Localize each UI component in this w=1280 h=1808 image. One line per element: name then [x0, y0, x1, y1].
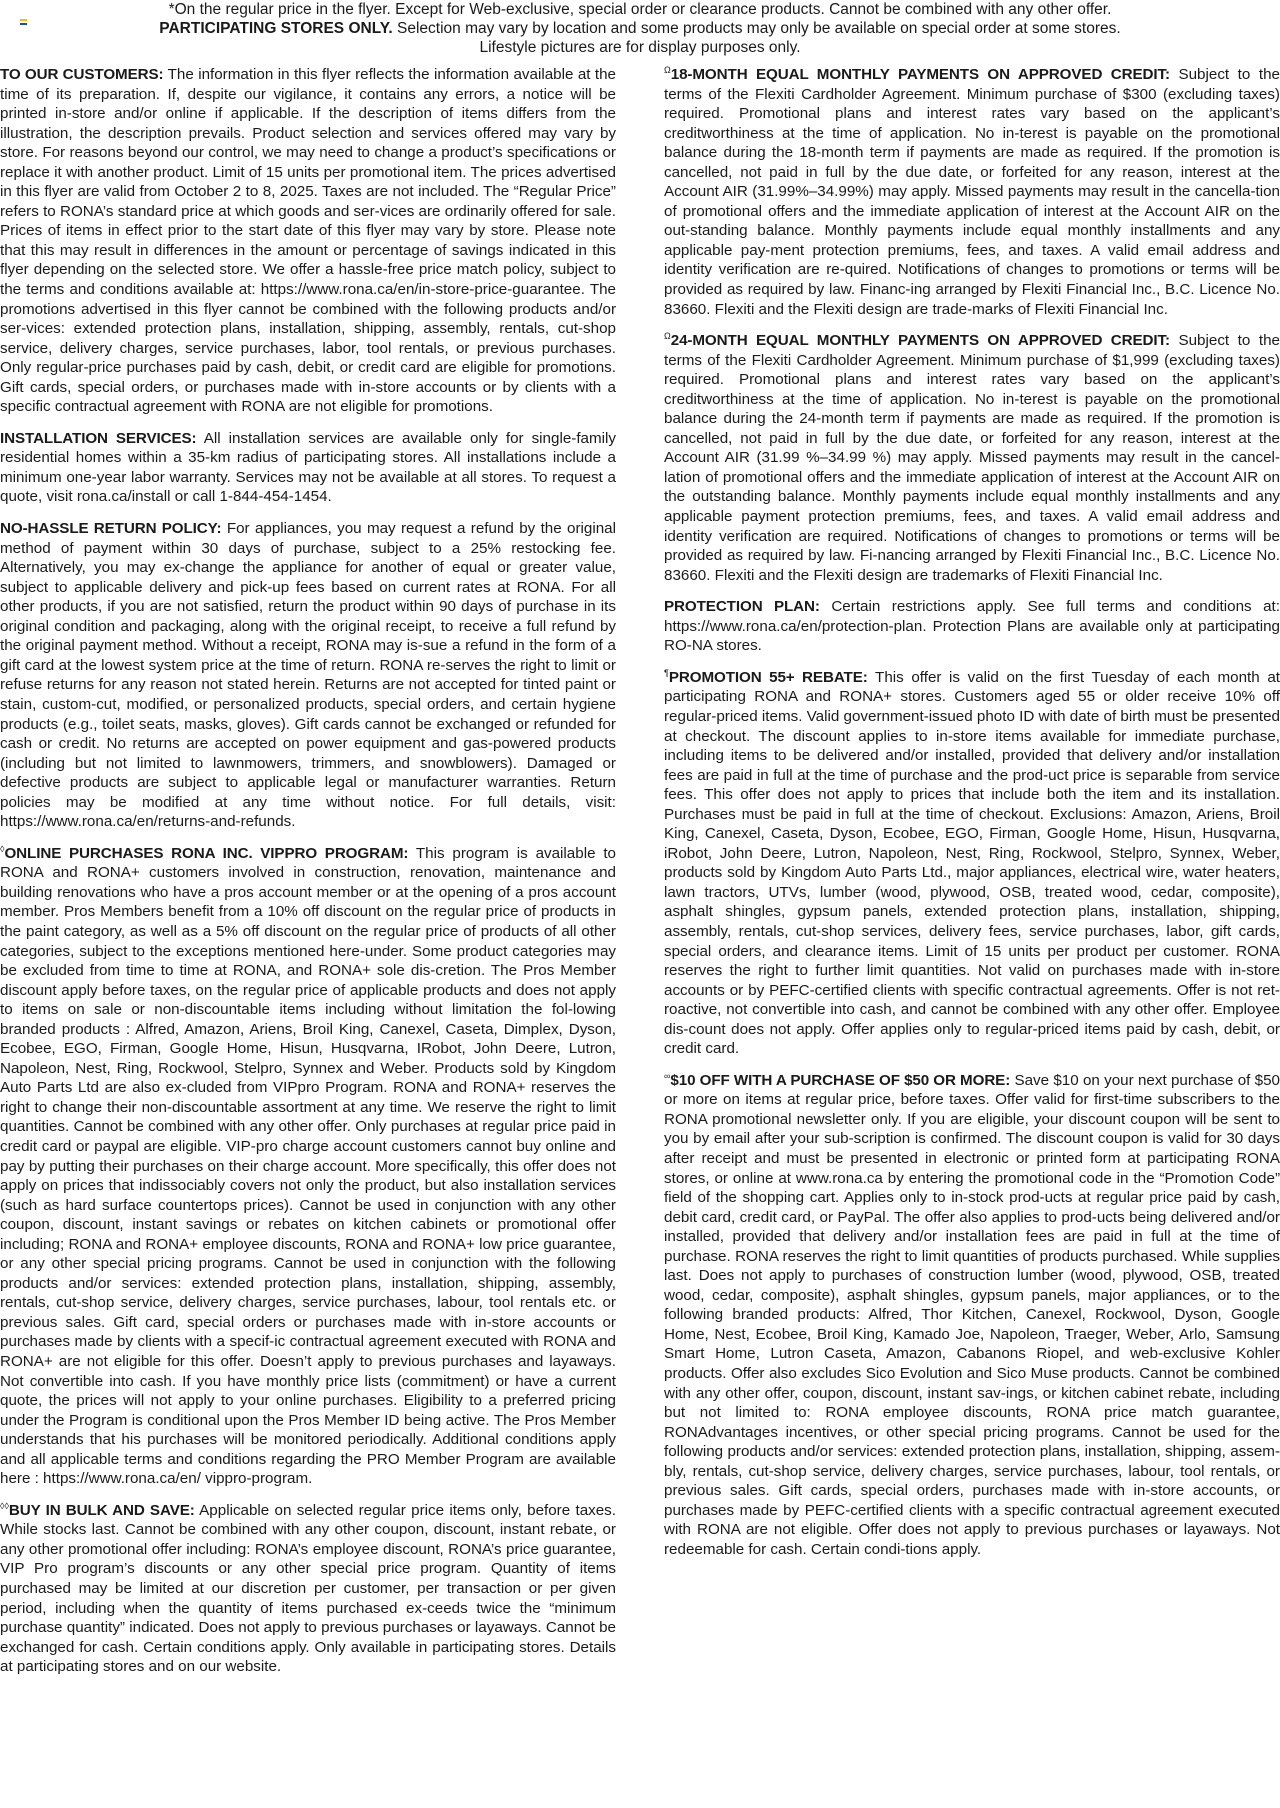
- section-body: Certain restrictions apply. See full terms and conditions at: https://www.rona.ca/en/protection-plan. Protection Plans are available only at participating RO-NA stores.: [664, 598, 1280, 655]
- footnote-mark: ∞: [664, 1070, 671, 1081]
- section-body: All installation services are available only for single-family residential homes within a 35-km radius of participating stores. All installations include a minimum one-year labor warranty. Services may not be available at all stores. To request a quote, visit rona.ca/install or call 1-844-454-1454.: [0, 429, 616, 506]
- section-installation-services: [0, 429, 616, 507]
- section-protection-plan: [664, 597, 1280, 656]
- flag-icon: [20, 19, 27, 25]
- section-title: INSTALLATION SERVICES:: [0, 429, 197, 447]
- participating-stores-label: PARTICIPATING STORES ONLY.: [159, 20, 393, 37]
- footnote-mark: Ω: [664, 331, 671, 342]
- footnote-mark: ◊: [0, 843, 5, 854]
- section-title: 18-MONTH EQUAL MONTHLY PAYMENTS ON APPROVED CREDIT:: [670, 66, 1170, 83]
- section-24-month-credit: [664, 331, 1280, 585]
- section-to-our-customers: [0, 65, 616, 417]
- section-title: NO-HASSLE RETURN POLICY:: [0, 520, 222, 538]
- section-body: This program is available to RONA and RONA+ customers involved in construction, renovation, maintenance and building renovations who have a pros account member or at the opening of a pros account member. Pros Members benefit from a 10% off discount on the regular price of products in the paint category, as well as a 5% off discount on the regular price of products of all other categories, subject to the exceptions mentioned here-under. Some product categories may be excluded from time to time at RONA, and RONA+ sole dis-cretion. The Pros Member discount apply before taxes, on the regular price of applicable products and does not apply to items on sale or non-discountable items including without limitation the fol-lowing branded products : Alfred, Amazon, Ariens, Broil King, Canexel, Caseta, Dimplex, Dyson, Ecobee, EGO, Firman, Google Home, Hisun, Husqvarna, IRobot, John Deere, Lutron, Napoleon, Nest, Ring, Rockwool, Stelpro, Synnex and Weber. Products sold by Kingdom Auto Parts Ltd are also ex-cluded from VIPpro Program. RONA and RONA+ reserves the right to change their non-discountable assortment at any time. We reserve the right to limit quantities. Cannot be combined with any other offer. Only purchases at regular price paid in credit card or paypal are eligible. VIP-pro charge account customers cannot buy online and pay by putting their purchases on their charge account. More specifically, this offer does not apply on prices that indissociably covers not only the product, but also installation services (such as hard surface countertops prices). Cannot be used in conjunction with any other coupon, discount, instant savings or rebates on kitchen cabinets or promotional offer including; RONA and RONA+ employee discounts, RONA and RONA+ low price guarantee, or any other special pricing programs. Cannot be used in conjunction with the following products and/or services: extended protection plans, installation, shipping, assembly, rentals, cut-shop service, delivery charges, service purchases, labour, tool rentals etc. or previous sales. Gift card, special orders or purchases made with in-store accounts or purchases made by clients with a specif-ic contractual agreement executed with RONA and RONA+ are not eligible for this offer. Doesn’t apply to previous purchases and layaways. Not convertible into cash. If you have monthly price lists (commitment) or have a current quote, the prices will not apply to your online purchases. Eligibility to a preferred pricing under the Program is conditional upon the Pros Member ID being active. The Pros Member understands that his purchases will be monitored periodically. Additional conditions apply and all applicable terms and conditions regarding the PRO Member Program are available here : https://www.rona.ca/en/ vippro-program.: [0, 844, 616, 1488]
- section-promotion-55-rebate: [664, 668, 1280, 1059]
- section-vippro-program: [0, 844, 616, 1489]
- footnote-mark: ◊◊: [0, 1500, 9, 1511]
- section-title: PROTECTION PLAN:: [664, 598, 820, 616]
- right-column: [664, 65, 1280, 1571]
- section-return-policy: [0, 519, 616, 832]
- section-body: This offer is valid on the first Tuesday of each month at participating RONA and RONA+ stores. Customers aged 55 or older receive 10% off regular-priced items. Valid government-issued photo ID with date of birth must be presented at checkout. The discount applies to in-store items available for immediate purchase, including items to be delivered and/or installed, provided that delivery and/or installation fees are paid in full at the time of purchase and the prod-uct price is separable from service fees. This offer does not apply to prices that include both the item and its installation. Purchases must be paid in full at the time of checkout. Exclusions: Amazon, Ariens, Broil King, Canexel, Caseta, Dyson, Ecobee, EGO, Firman, Google Home, Hisun, Husqvarna, iRobot, John Deere, Lutron, Napoleon, Nest, Ring, Rockwool, Stelpro, Synnex, Weber, products sold by Kingdom Auto Parts Ltd., major appliances, electrical wire, water heaters, lawn tractors, UTVs, lumber (wood, plywood, OSB, treated wood, cedar, composite), asphalt shingles, gypsum panels, extended protection plans, installation, shipping, assembly, rentals, cut-shop services, delivery fees, service purchases, labor, gift cards, special orders, and clearance items. Limit of 15 units per product per customer. RONA reserves the right to further limit quantities. Not valid on purchases made with in-store accounts or by PEFC-certified clients with specific contractual agreements. Offer is not ret-roactive, not convertible into cash, and cannot be combined with any other offer. Employee dis-count does not apply. Offer applies only to regular-priced items paid by cash, debit, or credit card.: [664, 668, 1280, 1058]
- participating-stores-note: [0, 19, 1280, 38]
- flyer-disclaimer-header: [0, 0, 1280, 56]
- footnote-mark: ¶: [664, 667, 669, 678]
- section-body: Subject to the terms of the Flexiti Cardholder Agreement. Minimum purchase of $1,999 (excluding taxes) required. Promotional plans and interest rates vary based on the applicant’s creditworthiness at the time of application. No in-terest is payable on the promotional balance during the 24-month term if payments are made as required. If the promotion is cancelled, not paid in full by the due date, or forfeited for any reason, interest at the Account AIR (31.99 %–34.99 %) may apply. Missed payments may result in the cancel-lation of promotional offers and the immediate application of interest at the Account AIR on the outstanding balance. Monthly payments include equal monthly installments and any applicable payment protection premiums, fees, and taxes. A valid email address and identity verification are required. Notifications of changes to promotions or terms will be provided as required by law. Fi-nancing arranged by Flexiti Financial Inc., B.C. Licence No. 83660. Flexiti and the Flexiti design are trademarks of Flexiti Financial Inc.: [664, 332, 1280, 584]
- section-ten-dollars-off: [664, 1071, 1280, 1560]
- section-body: Applicable on selected regular price items only, before taxes. While stocks last. Cannot be combined with any other coupon, discount, instant rebate, or any other promotional offer including: RONA’s employee discount, RONA’s price guarantee, VIP Pro program’s discounts or any other special price program. Quantity of items purchased may be limited at our discretion per customer, per transaction or per given period, including when the quantity of items purchased ex-ceeds twice the “minimum purchase quantity” indicated. Does not apply to previous purchases or layaways. Cannot be exchanged for cash. Certain conditions apply. Only available in participating stores. Details at participating stores and on our website.: [0, 1501, 616, 1676]
- section-title: 24-MONTH EQUAL MONTHLY PAYMENTS ON APPROVED CREDIT:: [670, 332, 1170, 350]
- lifestyle-pictures-note: Lifestyle pictures are for display purposes only.: [479, 39, 801, 56]
- section-body: Subject to the terms of the Flexiti Cardholder Agreement. Minimum purchase of $300 (excluding taxes) required. Promotional plans and interest rates vary based on the applicant’s creditworthiness at the time of application. No in-terest is payable on the promotional balance during the 18-month term if payments are made as required. If the promotion is cancelled, not paid in full by the due date, or forfeited for any reason, interest at the Account AIR (31.99%–34.99%) may apply. Missed payments may result in the cancella-tion of promotional offers and the immediate application of interest at the Account AIR on the out-standing balance. Monthly payments include equal monthly installments and any applicable pay-ment protection premiums, fees, and taxes. A valid email address and identity verification are re-quired. Notifications of changes to promotions or terms will be provided as required by law. Financ-ing arranged by Flexiti Financial Inc., B.C. Licence No. 83660. Flexiti and the Flexiti design are trade-marks of Flexiti Financial Inc.: [664, 66, 1280, 318]
- participating-stores-text: Selection may vary by location and some products may only be available on special order at some stores.: [392, 20, 1121, 37]
- section-title: BUY IN BULK AND SAVE:: [8, 1501, 195, 1519]
- section-title: PROMOTION 55+ REBATE:: [668, 668, 868, 686]
- regular-price-note: *On the regular price in the flyer. Except for Web-exclusive, special order or clearance products. Cannot be combined with any other offer.: [168, 1, 1112, 18]
- section-title: $10 OFF WITH A PURCHASE OF $50 OR MORE:: [670, 1071, 1011, 1089]
- section-buy-in-bulk: [0, 1501, 616, 1677]
- section-body: For appliances, you may request a refund by the original method of payment within 30 days of purchase, subject to a 25% restocking fee. Alternatively, you may ex-change the appliance for another of equal or greater value, subject to applicable delivery and pick-up fees based on current rates at RONA. For all other products, if you are not satisfied, return the product within 90 days of purchase in its original condition and packaging, along with the original receipt, to receive a full refund by the original payment method. Without a receipt, RONA may is-sue a refund in the form of a gift card at the lowest system price at the time of return. RONA re-serves the right to limit or refuse returns for any reason not stated herein. Returns are not accepted for tinted paint or stain, custom-cut, modified, or personalized products, special orders, and certain hygiene products (e.g., toilet seats, masks, gloves). Gift cards cannot be exchanged or refunded for cash or credit. No returns are accepted on power equipment and gas-powered products (including but not limited to lawnmowers, trimmers, and snowblowers). Damaged or defective products are subject to applicable legal or manufacturer warranties. Return policies may be modified at any time without notice. For full details, visit: https://www.rona.ca/en/returns-and-refunds.: [0, 520, 616, 831]
- section-18-month-credit: [664, 65, 1280, 319]
- left-column: [0, 65, 616, 1689]
- section-title: TO OUR CUSTOMERS:: [0, 66, 164, 83]
- footnote-mark: Ω: [664, 65, 671, 75]
- section-title: ONLINE PURCHASES RONA INC. VIPPRO PROGRAM:: [4, 844, 409, 862]
- section-body: Save $10 on your next purchase of $50 or more on items at regular price, before taxes. Offer valid for first-time subscribers to the RONA promotional newsletter only. If you are eligible, your discount coupon will be sent to you by email after your sub-scription is confirmed. The discount coupon is valid for 30 days after receipt and must be presented in electronic or printed form at participating RONA stores, or online at www.rona.ca by entering the promotional code in the “Promotion Code” field of the shopping cart. Applies only to in-stock prod-ucts at regular price paid by cash, debit card, credit card, or PayPal. The offer also applies to prod-ucts being delivered and/or installed, provided that delivery and/or installation fees are paid in full at the time of purchase. RONA reserves the right to limit quantities of products purchased. While supplies last. Does not apply to purchases of construction lumber (wood, plywood, OSB, treated wood, cedar, composite), asphalt shingles, gypsum panels, major appliances, or to the following branded products: Alfred, Thor Kitchen, Canexel, Rockwool, Dyson, Google Home, Nest, Ecobee, Broil King, Kamado Joe, Napoleon, Traeger, Weber, Arlo, Samsung Smart Home, Lutron Caseta, Amazon, Cabanons Riopel, and web-exclusive Kohler products. Offer also excludes Sico Evolution and Sico Muse products. Cannot be combined with any other offer, coupon, discount, instant sav-ings, or kitchen cabinet rebate, including but not limited to: RONA employee discounts, RONA price match guarantee, RONAdvantages incentives, or other special pricing programs. Cannot be used for the following products and/or services: extended protection plans, installation, shipping, assem-bly, rentals, cut-shop service, delivery charges, service purchases, labour, tool rentals, or previous sales. Gift cards, special orders, purchases made with in-store accounts, or purchases made by PEFC-certified clients with a specific contractual agreement executed with RONA are not eligible. Offer does not apply to previous purchases or layaways. Not redeemable for cash. Certain condi-tions apply.: [664, 1071, 1280, 1558]
- section-body: The information in this flyer reflects the information available at the time of its preparation. If, despite our vigilance, it contains any errors, a notice will be printed in-store and/or online if applicable. If the description of items differs from the illustration, the description prevails. Product selection and services offered may vary by store. For reasons beyond our control, we may need to change a product’s specifications or replace it with another product. Limit of 15 units per promotional item. The prices advertised in this flyer are valid from October 2 to 8, 2025. Taxes are not included. The “Regular Price” refers to RONA’s standard price at which goods and ser-vices are ordinarily offered for sale. Prices of items in effect prior to the start date of this flyer may vary by store. Please note that this may result in differences in the amount or percentage of savings indicated in this flyer depending on the selected store. We offer a hassle-free price match policy, subject to the terms and conditions available at: https://www.rona.ca/en/in-store-price-guarantee. The promotions advertised in this flyer cannot be combined with the following products and/or ser-vices: extended protection plans, installation, shipping, assembly, rentals, cut-shop service, delivery charges, service purchases, labor, tool rentals, or previous purchases. Only regular-price purchases paid by cash, debit, or credit card are eligible for promotions. Gift cards, special orders, or purchases made with in-store accounts or by clients with a specific contractual agreement with RONA are not eligible for promotions.: [0, 66, 617, 416]
